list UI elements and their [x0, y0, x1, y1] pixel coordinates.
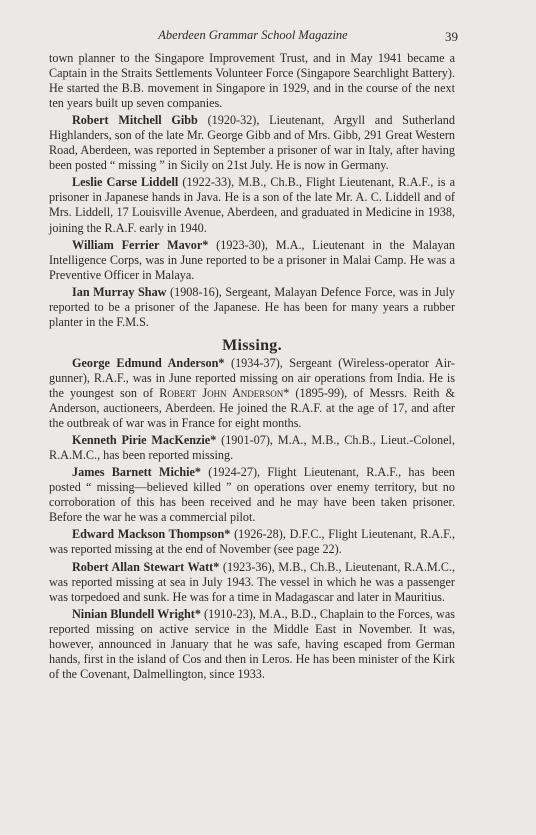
list-item: [49, 285, 455, 330]
article-body: [49, 51, 455, 682]
person-details: (1908-16), Sergeant, Malayan Defence Force, was in July reported to be a prisoner of the Japanese. He has been for many years a rubber planter in the F.M.S.: [49, 284, 455, 329]
person-details: (1901-07), M.A., M.B., Ch.B., Lieut.-Colonel, R.A.M.C., has been reported missing.: [49, 433, 455, 463]
person-name: Ninian Blundell Wright*: [72, 606, 201, 621]
person-details: (1926-28), D.F.C., Flight Lieutenant, R.A.F., was reported missing at the end of November (see page 22).: [49, 527, 456, 557]
list-item: [49, 607, 455, 682]
person-details: (1920-32), Lieutenant, Argyll and Sutherland Highlanders, son of the late Mr. George Gibb and of Mrs. Gibb, 291 Great Western Road, Aberdeen, was reported in September a prisoner of war in Italy, after having been posted “ missing ” in Sicily on 21st July. He is now in Germany.: [49, 113, 455, 173]
person-name: Kenneth Pirie MacKenzie*: [72, 433, 217, 448]
person-details: (1923-30), M.A., Lieutenant in the Malayan Intelligence Corps, was in June reported to be a prisoner in Malai Camp. He was a Preventive Officer in Malaya.: [49, 237, 455, 282]
list-item: [49, 175, 455, 235]
person-name: Leslie Carse Liddell: [72, 175, 179, 190]
father-name: Robert John Anderson*: [159, 385, 290, 400]
person-name: James Barnett Michie*: [72, 465, 201, 480]
person-details: (1922-33), M.B., Ch.B., Flight Lieutenant, R.A.F., is a prisoner in Japanese hands in Java. He is a son of the late Mr. A. C. Liddell and of Mrs. Liddell, 17 Louisville Avenue, Aberdeen, and graduated in Medicine in 1938, joining the R.A.F. early in 1940.: [49, 175, 455, 235]
person-details: (1910-23), M.A., B.D., Chaplain to the Forces, was reported missing on active service in the Middle East in November. It was, however, announced in January that he was safe, having escaped from German hands, first in the island of Cos and then in Leros. He has been minister of the Kirk of the Covenant, Dalmellington, since 1933.: [49, 606, 456, 681]
person-details: (1934-37), Sergeant (Wireless-operator Air-gunner), R.A.F., was in June reported missing on air operations from India. He is the youngest son of: [49, 355, 455, 400]
person-details: (1924-27), Flight Lieutenant, R.A.F., has been posted “ missing—believed killed ” on operations over enemy territory, but no corroboration of this has been received and he may have been taken prisoner. Before the war he was a commercial pilot.: [49, 465, 455, 525]
intro-paragraph: town planner to the Singapore Improvement Trust, and in May 1941 became a Captain in the Straits Settlements Volunteer Force (Singapore Searchlight Battery). He started the B.B. movement in Singapore in 1929, and in the course of the next ten years built up seven companies.: [49, 51, 455, 111]
list-item: [49, 238, 455, 283]
list-item: [49, 356, 455, 431]
section-heading-missing: Missing.: [222, 336, 282, 354]
list-item: [49, 113, 455, 173]
person-details-cont: (1895-99), of Messrs. Reith & Anderson, auctioneers, Aberdeen. He joined the R.A.F. at the age of 17, and after the outbreak of war was in France for eight months.: [49, 385, 455, 431]
list-item: [49, 465, 455, 525]
person-name: George Edmund Anderson*: [72, 355, 225, 370]
magazine-title: Aberdeen Grammar School Magazine: [158, 28, 348, 42]
list-item: [49, 433, 455, 463]
page-number: 39: [445, 29, 458, 44]
list-item: [49, 560, 455, 605]
person-name: William Ferrier Mavor*: [72, 237, 209, 252]
person-name: Robert Allan Stewart Watt*: [72, 559, 220, 574]
person-name: Ian Murray Shaw: [72, 284, 167, 299]
person-details: (1923-36), M.B., Ch.B., Lieutenant, R.A.M.C., was reported missing at sea in July 1943. The vessel in which he was a passenger was torpedoed and sunk. He was for a time in Madagascar and later in Mauritius.: [49, 559, 455, 604]
person-name: Edward Mackson Thompson*: [72, 527, 231, 542]
person-name: Robert Mitchell Gibb: [72, 113, 198, 128]
list-item: [49, 527, 455, 557]
running-header: [48, 28, 458, 48]
